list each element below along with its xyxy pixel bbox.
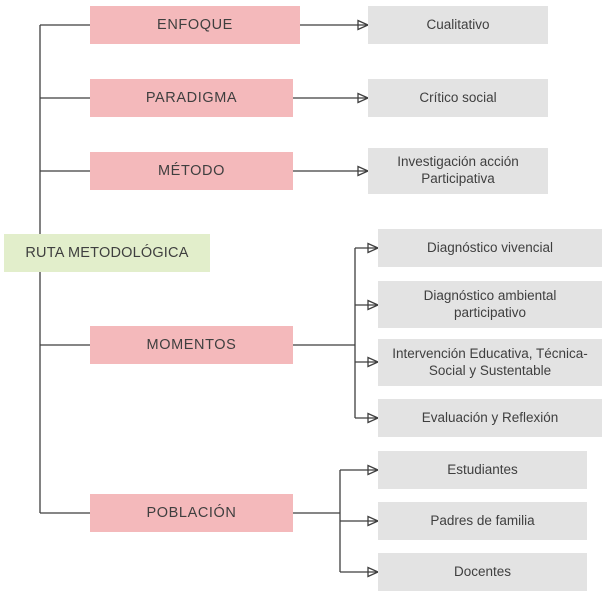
node-label: Diagnóstico ambiental participativo [423, 287, 557, 320]
node-label: POBLACIÓN [146, 504, 237, 521]
node-label: Cualitativo [426, 16, 490, 32]
arrow-poblacion-3 [340, 568, 378, 577]
node-metodo[interactable] [90, 152, 293, 190]
node-label: Padres de familia [430, 512, 535, 528]
node-label: Intervención Educativa, Técnica-Social y Sustentable [392, 345, 588, 378]
arrow-paradigma [293, 94, 368, 103]
node-label: Docentes [453, 563, 512, 579]
node-diagnostico-ambiental-participativo[interactable] [378, 281, 602, 328]
node-critico-social[interactable] [368, 79, 548, 117]
node-enfoque[interactable] [90, 6, 300, 44]
node-cualitativo[interactable] [368, 6, 548, 44]
node-label: Evaluación y Reflexión [421, 409, 559, 425]
node-diagnostico-vivencial[interactable] [378, 229, 602, 267]
arrow-enfoque [300, 21, 368, 30]
node-momentos[interactable] [90, 326, 293, 364]
arrow-momento-1 [355, 244, 378, 253]
node-investigacion-accion-participativa[interactable] [368, 148, 548, 194]
arrow-poblacion-2 [340, 517, 378, 526]
node-label: Crítico social [419, 89, 497, 105]
node-docentes[interactable] [378, 553, 587, 591]
node-paradigma[interactable] [90, 79, 293, 117]
node-label: RUTA METODOLÓGICA [25, 244, 189, 261]
node-label: Investigación acción Participativa [397, 154, 519, 186]
node-label: MÉTODO [158, 162, 225, 179]
node-label: ENFOQUE [157, 16, 233, 33]
node-padres-de-familia[interactable] [378, 502, 587, 540]
arrow-momento-2 [355, 301, 378, 310]
node-label: MOMENTOS [146, 336, 237, 353]
node-label: PARADIGMA [145, 89, 238, 106]
arrow-momento-3 [355, 358, 378, 367]
node-estudiantes[interactable] [378, 451, 587, 489]
node-label: Estudiantes [447, 461, 518, 477]
node-evaluacion-reflexion[interactable] [378, 399, 602, 437]
node-poblacion[interactable] [90, 494, 293, 532]
arrow-momento-4 [355, 414, 378, 423]
node-ruta-metodologica[interactable] [4, 234, 210, 272]
arrow-metodo [293, 167, 368, 176]
node-label: Diagnóstico vivencial [426, 239, 554, 255]
arrow-poblacion-1 [340, 466, 378, 475]
node-intervencion-educativa[interactable] [378, 339, 602, 386]
